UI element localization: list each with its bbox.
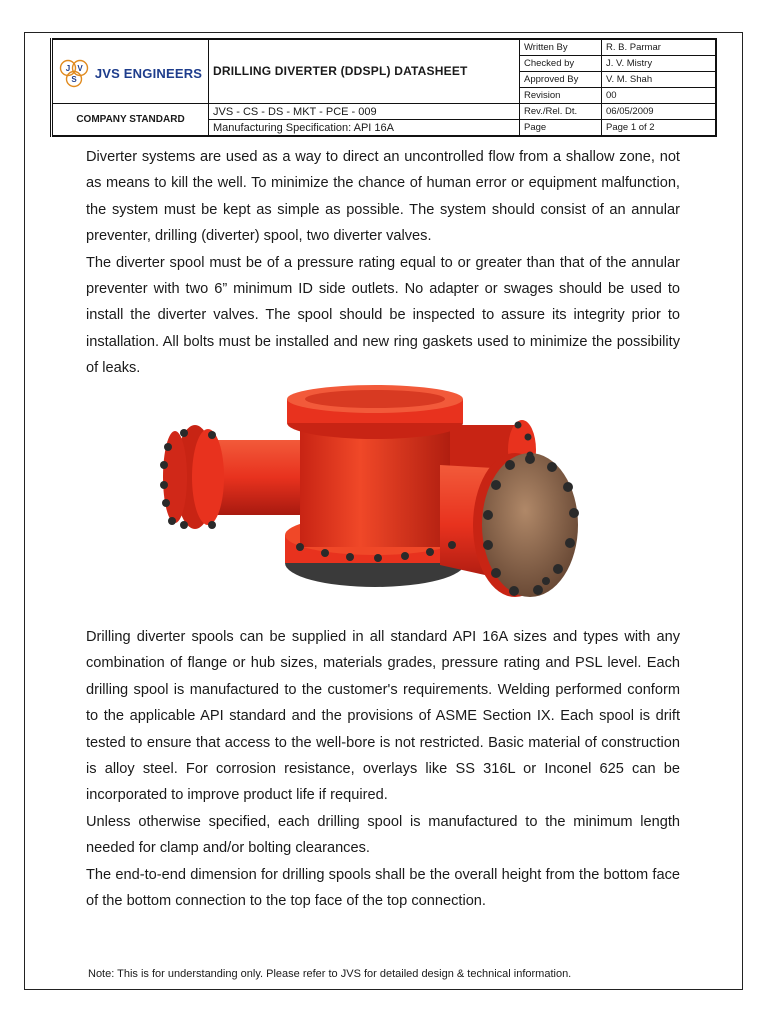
intro-text [86,144,680,382]
paragraph: Drilling diverter spools can be supplied in all standard API 16A sizes and types with any combination of flange or hub sizes, materials grades, pressure rating and PSL level. Each drilling spool is manufactured to the customer's requirements. Welding performed conform to the applicable API standard and the provisions of ASME Section IX. Each spool is drift tested to ensure that access to the well-bore is not restricted. Basic material of construction is alloy steel. For corrosion resistance, overlays like SS 316L or Inconel 625 can be incorporated to improve product life if required. [86,629,680,804]
svg-text:V: V [77,63,83,73]
approved-by-label: Approved By [520,72,602,88]
written-by-label: Written By [520,39,602,56]
document-header [50,38,717,137]
company-logo [53,59,208,89]
page-number: Page 1 of 2 [602,120,717,137]
paragraph: Diverter systems are used as a way to direct an uncontrolled flow from a shallow zone, not as means to kill the well. To minimize the chance of human error or equipment malfunction, the system must be kept as simple as possible. The system should consist of an annular preventer, drilling (diverter) spool, two diverter valves. [86,149,680,245]
diverter-spool-photo [150,385,590,615]
paragraph: Unless otherwise specified, each drilling spool is manufactured to the minimum length needed for clamp and/or bolting clearances. [86,813,680,857]
title-cell [209,39,520,104]
page-title: DRILLING DIVERTER (DDSPL) DATASHEET [213,63,468,78]
company-standard: COMPANY STANDARD [76,113,185,125]
approved-by-value: V. M. Shah [602,72,717,88]
company-standard-cell [52,104,209,137]
page-label: Page [520,120,602,137]
rev-date-value: 06/05/2009 [602,104,717,120]
logo-cell [52,39,209,104]
revision-label: Revision [520,88,602,104]
paragraph: The diverter spool must be of a pressure rating equal to or greater than that of the annular preventer with two 6” minimum ID side outlets. No adapter or swages should be used to install the diverter valves. The spool should be inspected to assure its integrity prior to installation. All bolts must be installed and new ring gaskets used to minimize the possibility of leaks. [86,254,680,377]
revision-value: 00 [602,88,717,104]
jvs-logo-icon [59,59,89,89]
checked-by-value: J. V. Mistry [602,56,717,72]
spec-line: Manufacturing Specification: API 16A [209,120,520,137]
checked-by-label: Checked by [520,56,602,72]
doc-code: JVS - CS - DS - MKT - PCE - 009 [209,104,520,120]
company-name: JVS ENGINEERS [94,65,203,81]
footer-note: Note: This is for understanding only. Please refer to JVS for detailed design & technical information. [88,968,572,980]
rev-date-label: Rev./Rel. Dt. [520,104,602,120]
svg-text:J: J [65,63,71,73]
written-by-value: R. B. Parmar [602,39,717,56]
detail-text [86,624,680,914]
svg-text:S: S [71,74,77,84]
paragraph: The end-to-end dimension for drilling spools shall be the overall height from the bottom face of the bottom connection to the top face of the top connection. [86,866,680,910]
